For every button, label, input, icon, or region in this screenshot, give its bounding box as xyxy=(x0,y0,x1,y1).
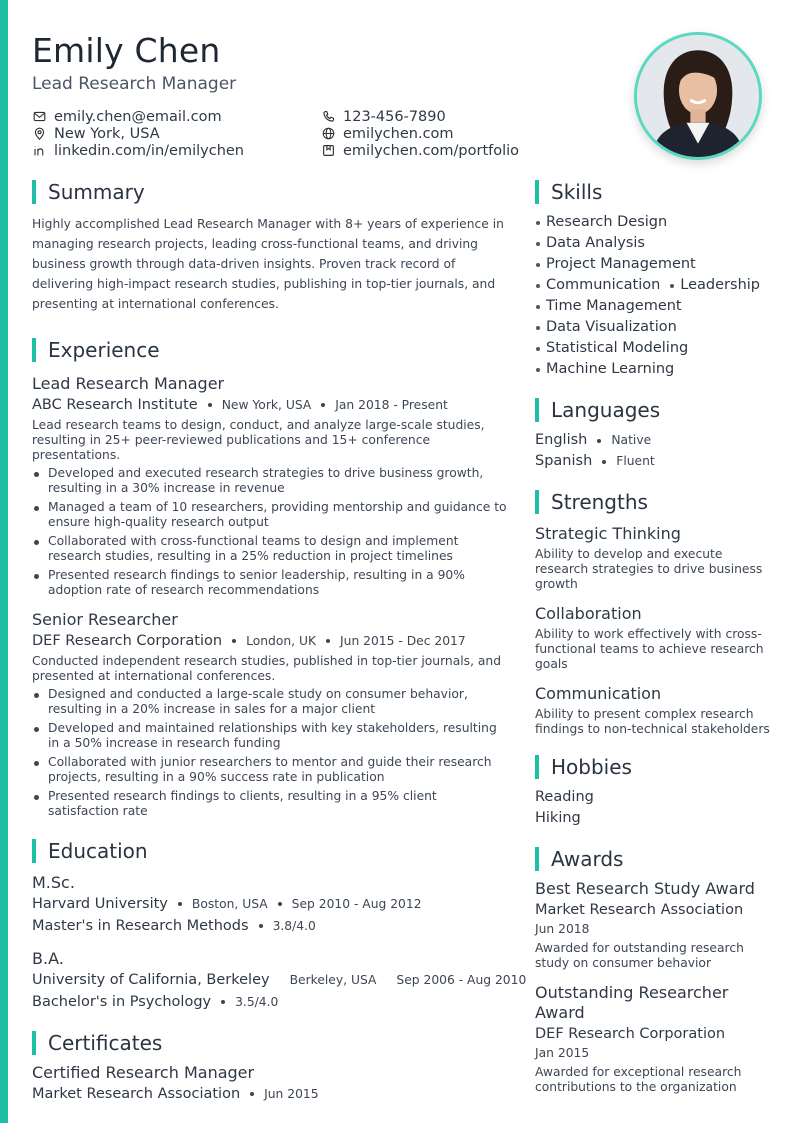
job-location: London, UK xyxy=(246,634,317,648)
linkedin-icon xyxy=(32,144,46,158)
contact-text: emilychen.com/portfolio xyxy=(343,142,520,159)
job-meta xyxy=(32,630,510,652)
job-bullets xyxy=(32,687,510,819)
separator-dot xyxy=(250,1092,254,1096)
award-org: DEF Research Corporation xyxy=(535,1026,726,1042)
strength-name: Strategic Thinking xyxy=(535,524,681,543)
strength-desc: Ability to work effectively with cross-functional teams to achieve research goals xyxy=(535,627,764,671)
hobbies-list xyxy=(535,787,771,829)
separator-dot xyxy=(178,902,182,906)
job-title: Senior Researcher xyxy=(32,610,178,629)
skill-label: Leadership xyxy=(680,277,760,293)
education-meta xyxy=(32,893,510,915)
education-gpa: 3.8/4.0 xyxy=(272,919,316,933)
list-item: Developed and executed research strategies to drive business growth, resulting in a 30% increase in revenue xyxy=(32,466,510,496)
certificate-date: Jun 2015 xyxy=(264,1087,319,1101)
separator-dot xyxy=(597,439,601,443)
contact-phone[interactable] xyxy=(321,108,581,125)
hobby-item: Hiking xyxy=(535,810,581,826)
job-company: ABC Research Institute xyxy=(32,397,198,413)
section-title: Skills xyxy=(535,180,771,204)
language-level: Native xyxy=(611,433,652,447)
list-item: Developed and maintained relationships with key stakeholders, resulting in a 50% increase in research funding xyxy=(32,721,510,751)
education-gpa: 3.5/4.0 xyxy=(235,995,279,1009)
list-item: Collaborated with cross-functional teams to design and implement research studies, resulting in a 25% reduction in project timelines xyxy=(32,534,510,564)
right-column xyxy=(535,180,771,1095)
strength-item xyxy=(535,604,771,672)
strength-desc: Ability to present complex research findings to non-technical stakeholders xyxy=(535,707,770,736)
contact-location xyxy=(32,125,321,142)
profile-photo xyxy=(634,32,762,160)
certificate-meta xyxy=(32,1083,510,1105)
certificate-issuer: Market Research Association xyxy=(32,1086,241,1102)
award-org: Market Research Association xyxy=(535,902,744,918)
bullet-dot xyxy=(670,284,674,288)
skill-label: Machine Learning xyxy=(546,361,675,377)
bullet-dot xyxy=(536,347,540,351)
bullet-dot xyxy=(536,263,540,267)
awards-section xyxy=(535,847,771,1095)
strength-name: Collaboration xyxy=(535,604,642,623)
skill-item xyxy=(535,254,771,275)
skill-label: Data Visualization xyxy=(546,319,677,335)
job-title: Lead Research Manager xyxy=(32,374,225,393)
education-field: Master's in Research Methods xyxy=(32,918,249,934)
job-entry xyxy=(32,610,510,819)
contact-email[interactable] xyxy=(32,108,321,125)
contact-text: emilychen.com xyxy=(343,125,454,142)
language-level: Fluent xyxy=(616,454,655,468)
skill-label: Data Analysis xyxy=(546,235,645,251)
section-title: Awards xyxy=(535,847,771,871)
contact-text: 123-456-7890 xyxy=(343,108,446,125)
list-item: Presented research findings to senior leadership, resulting in a 90% adoption rate of research recommendations xyxy=(32,568,510,598)
skill-label: Communication xyxy=(546,277,661,293)
section-title: Experience xyxy=(32,338,510,362)
award-date: Jan 2015 xyxy=(535,1046,590,1060)
job-description: Lead research teams to design, conduct, and analyze large-scale studies, resulting in 25+ peer-reviewed publications and 15+ conference presentations. xyxy=(32,418,485,462)
strength-desc: Ability to develop and execute research strategies to drive business growth xyxy=(535,547,763,591)
skill-item xyxy=(535,359,771,380)
strength-name: Communication xyxy=(535,684,662,703)
job-meta xyxy=(32,394,510,416)
award-date: Jun 2018 xyxy=(535,922,590,936)
award-desc: Awarded for exceptional research contributions to the organization xyxy=(535,1065,742,1094)
skill-item xyxy=(535,338,771,359)
education-section xyxy=(32,839,527,1013)
section-title: Certificates xyxy=(32,1031,510,1055)
list-item: Presented research findings to clients, resulting in a 95% client satisfaction rate xyxy=(32,789,510,819)
education-location: Berkeley, USA xyxy=(289,973,377,987)
education-degree: M.Sc. xyxy=(32,873,75,892)
contact-text: New York, USA xyxy=(54,125,160,142)
contact-linkedin[interactable] xyxy=(32,142,321,159)
contact-list xyxy=(32,108,592,159)
bullet-dot xyxy=(536,221,540,225)
globe-icon xyxy=(321,127,335,141)
hobbies-section xyxy=(535,755,771,829)
strength-item xyxy=(535,524,771,592)
separator-dot xyxy=(321,403,325,407)
location-icon xyxy=(32,127,46,141)
left-column xyxy=(32,180,527,1105)
education-entry xyxy=(32,949,527,1013)
section-title: Hobbies xyxy=(535,755,771,779)
education-dates: Sep 2010 - Aug 2012 xyxy=(291,897,422,911)
skill-item xyxy=(535,275,771,296)
language-item xyxy=(535,430,771,451)
education-dates: Sep 2006 - Aug 2010 xyxy=(396,973,527,987)
education-school: Harvard University xyxy=(32,896,168,912)
experience-section xyxy=(32,338,510,819)
award-item xyxy=(535,879,771,971)
skill-label: Statistical Modeling xyxy=(546,340,689,356)
language-name: English xyxy=(535,432,588,448)
skills-list xyxy=(535,212,771,380)
section-title: Strengths xyxy=(535,490,771,514)
list-item: Designed and conducted a large-scale study on consumer behavior, resulting in a 20% increase in sales for a major client xyxy=(32,687,510,717)
bullet-dot xyxy=(536,284,540,288)
skill-item xyxy=(535,317,771,338)
hobby-item: Reading xyxy=(535,789,594,805)
education-field: Bachelor's in Psychology xyxy=(32,994,212,1010)
education-degree: B.A. xyxy=(32,949,64,968)
contact-portfolio[interactable] xyxy=(321,142,581,159)
certificate-entry xyxy=(32,1063,510,1105)
job-dates: Jan 2018 - Present xyxy=(335,398,448,412)
mail-icon xyxy=(32,110,46,124)
bullet-dot xyxy=(536,368,540,372)
bullet-dot xyxy=(536,242,540,246)
summary-section xyxy=(32,180,510,314)
strength-item xyxy=(535,684,771,737)
separator-dot xyxy=(208,403,212,407)
strengths-section xyxy=(535,490,771,737)
language-item xyxy=(535,451,771,472)
award-name: Best Research Study Award xyxy=(535,879,755,898)
summary-text: Highly accomplished Lead Research Manager with 8+ years of experience in managing research projects, leading cross-functional teams, and driving business growth through data-driven insights. Proven track record of delivering high-impact research studies, publishing in top-tier journals, and presenting at international conferences. xyxy=(32,217,504,311)
skill-label: Time Management xyxy=(546,298,682,314)
education-field-row xyxy=(32,991,510,1013)
bullet-dot xyxy=(536,326,540,330)
section-title: Education xyxy=(32,839,510,863)
contact-text: emily.chen@email.com xyxy=(54,108,222,125)
phone-icon xyxy=(321,110,335,124)
skill-item xyxy=(535,233,771,254)
skill-label: Project Management xyxy=(546,256,696,272)
award-name: Outstanding Researcher Award xyxy=(535,983,729,1022)
separator-dot xyxy=(602,460,606,464)
certificate-name: Certified Research Manager xyxy=(32,1063,255,1082)
job-bullets xyxy=(32,466,510,598)
separator-dot xyxy=(232,639,236,643)
portfolio-icon xyxy=(321,144,335,158)
job-location: New York, USA xyxy=(221,398,312,412)
accent-bar xyxy=(0,0,8,1123)
languages-section xyxy=(535,398,771,472)
separator-dot xyxy=(278,902,282,906)
education-meta xyxy=(32,969,527,991)
candidate-role: Lead Research Manager xyxy=(32,74,237,94)
job-dates: Jun 2015 - Dec 2017 xyxy=(340,634,466,648)
list-item: Collaborated with junior researchers to mentor and guide their research projects, resulting in a 90% success rate in publication xyxy=(32,755,510,785)
skills-section xyxy=(535,180,771,380)
separator-dot xyxy=(326,639,330,643)
candidate-name: Emily Chen xyxy=(32,31,221,70)
education-location: Boston, USA xyxy=(191,897,268,911)
section-title: Languages xyxy=(535,398,771,422)
job-company: DEF Research Corporation xyxy=(32,633,223,649)
skill-label: Research Design xyxy=(546,214,668,230)
education-entry xyxy=(32,873,510,937)
education-school: University of California, Berkeley xyxy=(32,972,270,988)
language-name: Spanish xyxy=(535,453,593,469)
section-title: Summary xyxy=(32,180,510,204)
contact-text: linkedin.com/in/emilychen xyxy=(54,142,244,159)
bullet-dot xyxy=(536,305,540,309)
certificates-section xyxy=(32,1031,510,1105)
education-field-row xyxy=(32,915,510,937)
list-item: Managed a team of 10 researchers, providing mentorship and guidance to ensure high-quality research output xyxy=(32,500,510,530)
award-item xyxy=(535,983,771,1095)
job-description: Conducted independent research studies, published in top-tier journals, and presented at international conferences. xyxy=(32,654,502,683)
award-desc: Awarded for outstanding research study on consumer behavior xyxy=(535,941,744,970)
languages-list xyxy=(535,430,771,472)
contact-website[interactable] xyxy=(321,125,581,142)
separator-dot xyxy=(259,924,263,928)
skill-item xyxy=(535,212,771,233)
separator-dot xyxy=(221,1000,225,1004)
job-entry xyxy=(32,374,510,598)
skill-item xyxy=(535,296,771,317)
